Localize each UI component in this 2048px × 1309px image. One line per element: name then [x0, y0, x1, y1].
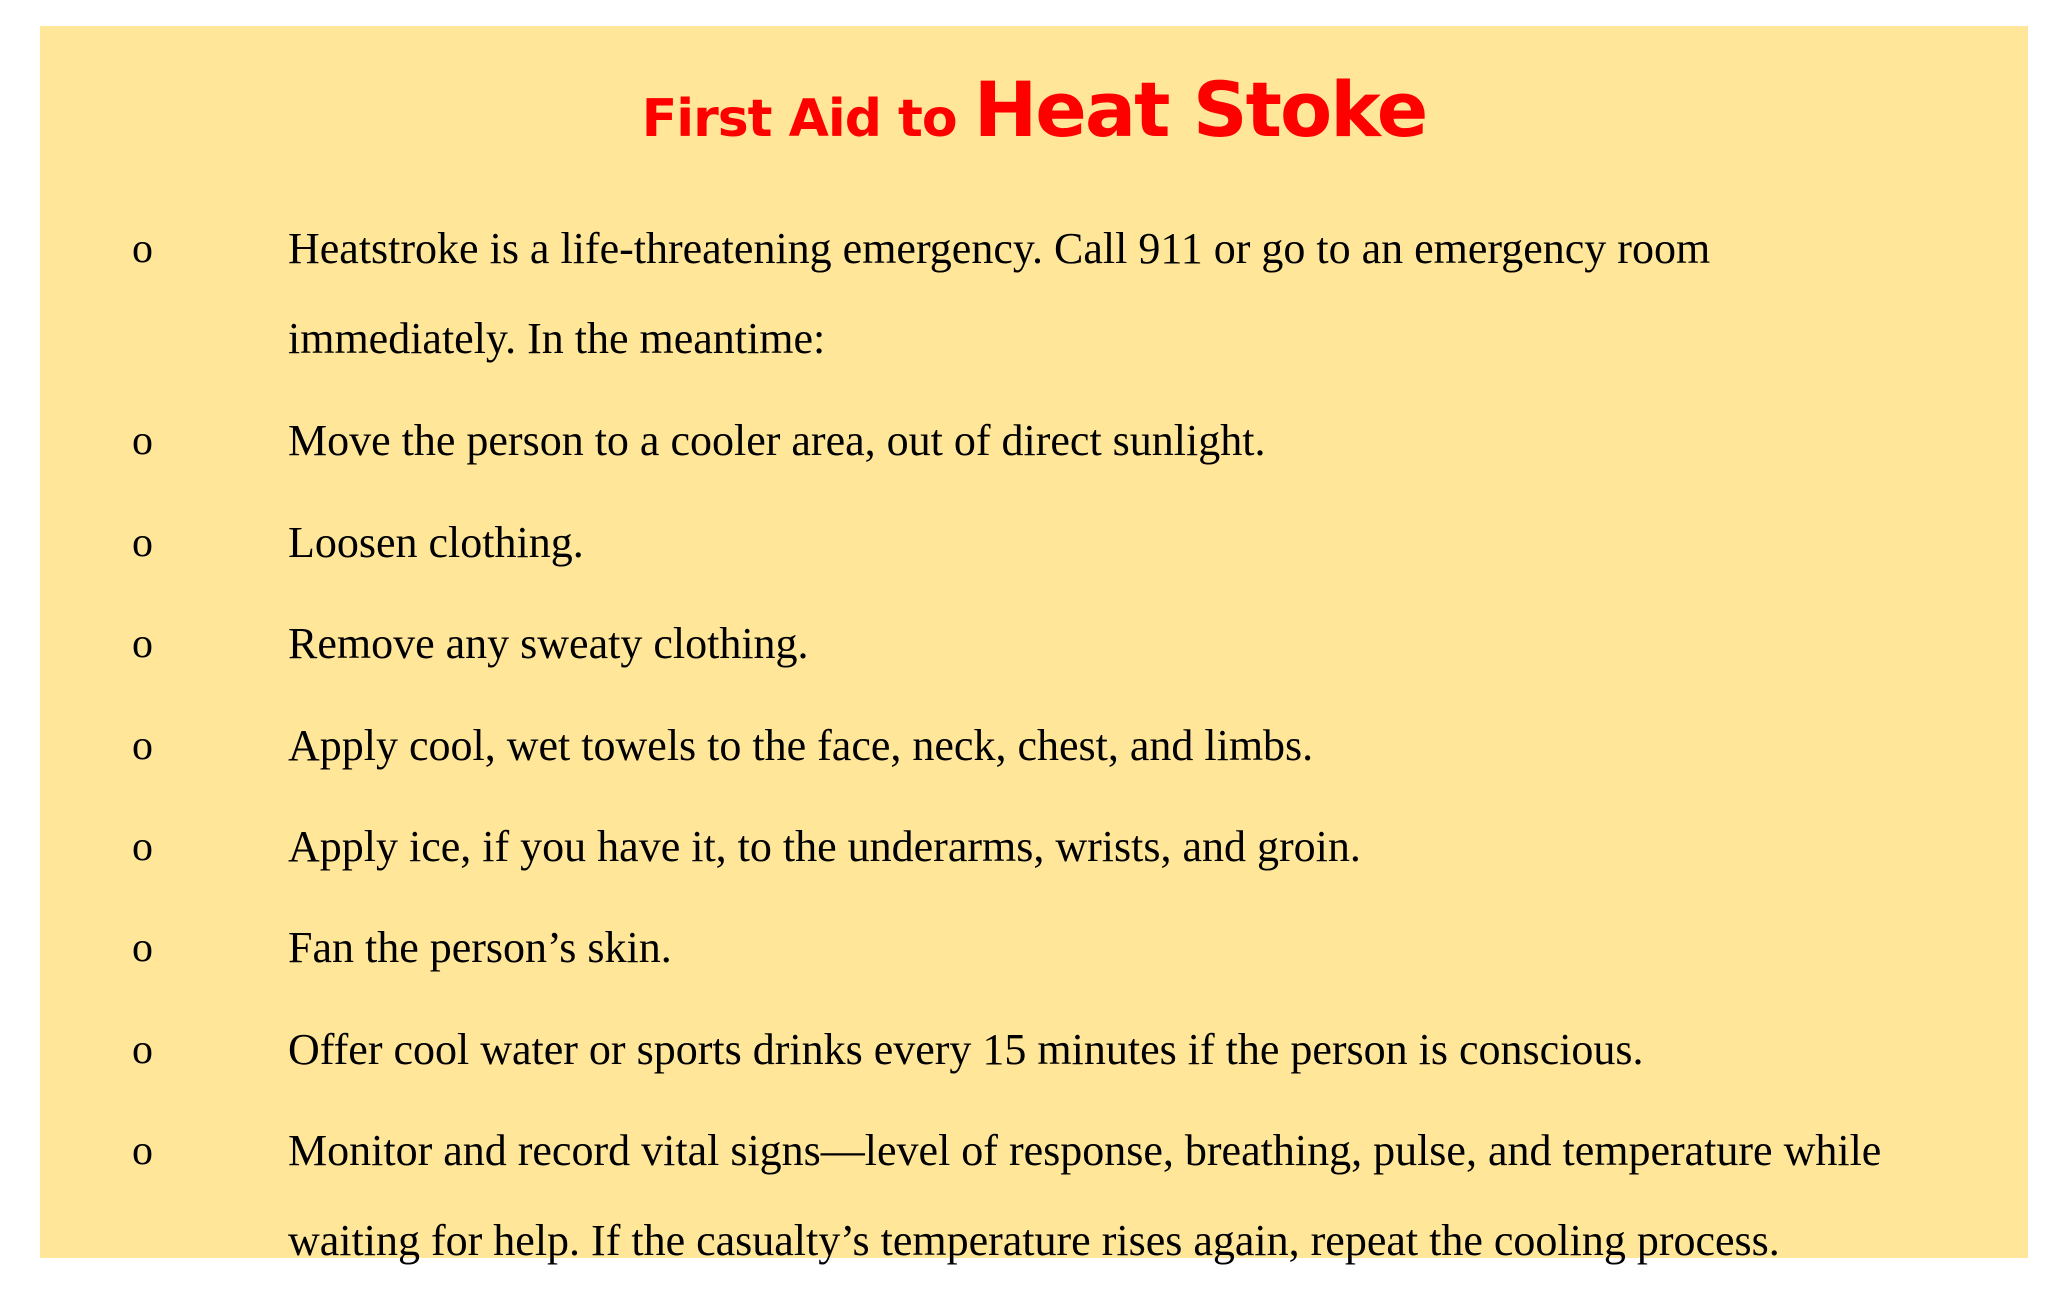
list-item-text: [288, 1005, 2028, 1095]
page-title: [40, 65, 2028, 154]
list-item-line: immediately. In the meantime:: [288, 314, 826, 363]
list-item-line: Monitor and record vital signs—level of response, breathing, pulse, and temperature while: [288, 1126, 1882, 1175]
list-item-line: Apply ice, if you have it, to the underarms, wrists, and groin.: [288, 822, 1361, 871]
bullet-icon: o: [132, 723, 153, 769]
bullet-icon: o: [132, 1128, 153, 1174]
list-item-text: [288, 701, 2028, 791]
list-item-text: [288, 903, 2028, 993]
list-item-text: [288, 802, 2028, 892]
list-item-line: Move the person to a cooler area, out of direct sunlight.: [288, 416, 1266, 465]
list-item-text: [288, 599, 2028, 689]
bullet-icon: o: [132, 621, 153, 667]
list-item-line: Offer cool water or sports drinks every 15 minutes if the person is conscious.: [288, 1025, 1644, 1074]
bullet-icon: o: [132, 520, 153, 566]
list-item-line: Loosen clothing.: [288, 518, 584, 567]
list-item-line: Apply cool, wet towels to the face, neck, chest, and limbs.: [288, 721, 1314, 770]
title-emphasis: Heat Stoke: [973, 65, 1427, 154]
bullet-icon: o: [132, 226, 153, 272]
list-item-text: [288, 396, 2028, 486]
list-item-text: [288, 204, 2028, 384]
content-panel: [40, 26, 2028, 1265]
bullet-icon: o: [132, 1027, 153, 1073]
list-item-line: waiting for help. If the casualty’s temperature rises again, repeat the cooling process.: [288, 1216, 1780, 1265]
list-item-text: [288, 498, 2028, 588]
list-item-text: [288, 1106, 2028, 1286]
bullet-icon: o: [132, 418, 153, 464]
bullet-icon: o: [132, 824, 153, 870]
list-item-line: Remove any sweaty clothing.: [288, 619, 809, 668]
list-item-line: Fan the person’s skin.: [288, 923, 672, 972]
bullet-icon: o: [132, 925, 153, 971]
title-prefix: First Aid to: [641, 89, 974, 149]
list-item-line: Heatstroke is a life-threatening emergency. Call 911 or go to an emergency room: [288, 224, 1711, 273]
